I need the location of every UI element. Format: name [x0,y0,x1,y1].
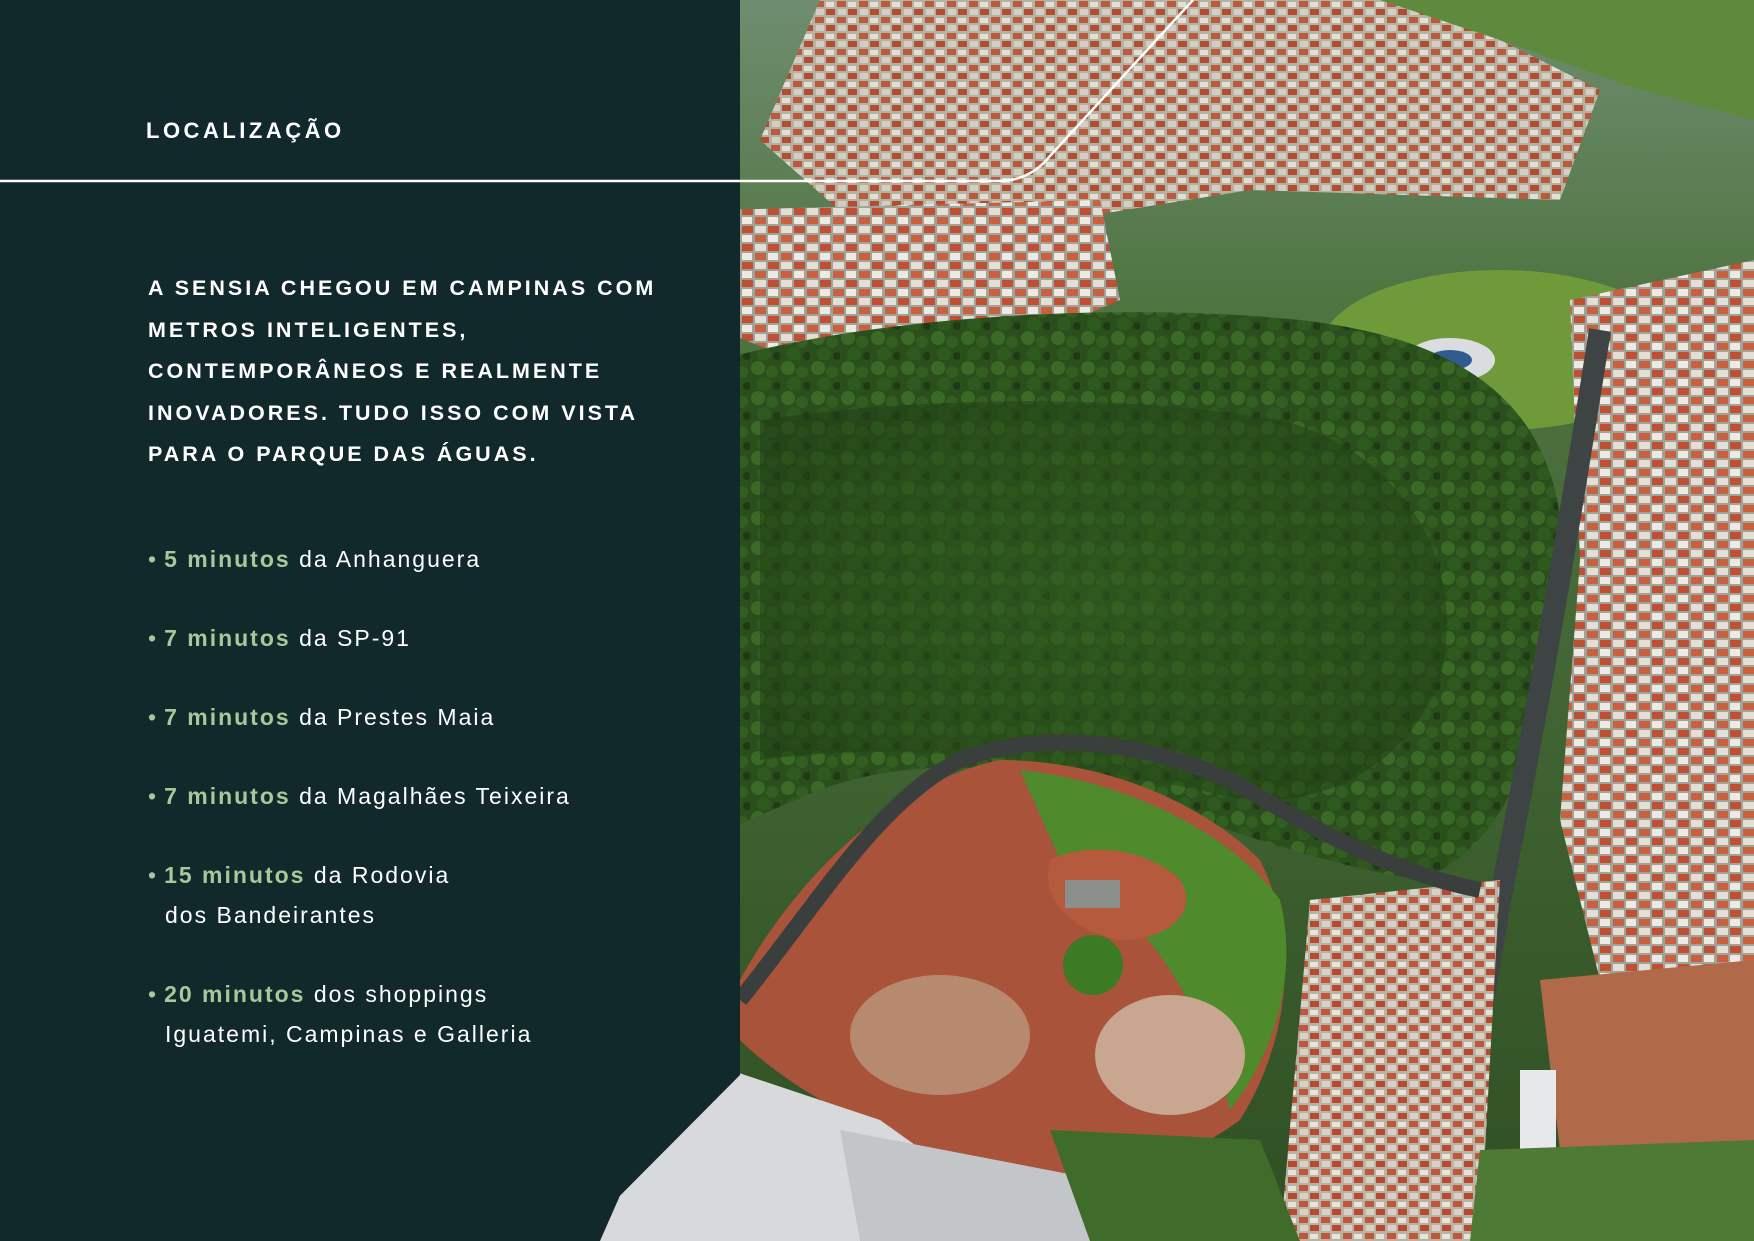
distance-time: 7 minutos [164,625,291,651]
list-item [148,618,708,658]
bullet-dot-icon: • [148,625,159,651]
distance-time: 5 minutos [164,546,291,572]
bullet-dot-icon: • [148,862,159,888]
distance-destination: da SP-91 [299,625,411,651]
distance-destination: da Prestes Maia [299,704,496,730]
bullet-dot-icon: • [148,783,159,809]
list-item [148,697,708,737]
distance-time: 15 minutos [164,862,306,888]
list-item [148,855,708,935]
bullet-dot-icon: • [148,981,159,1007]
distance-destination: dos shoppings [313,981,489,1007]
bullet-dot-icon: • [148,546,159,572]
distance-destination-continued: Iguatemi, Campinas e Galleria [165,1021,533,1047]
list-item [148,776,708,816]
headline-statement: A SENSIA CHEGOU EM CAMPINAS COM METROS INTELIGENTES, CONTEMPORÂNEOS E REALMENTE INOVADORES. TUDO ISSO COM VISTA PARA O PARQUE DAS ÁGUAS. [148,276,657,466]
section-title: LOCALIZAÇÃO [146,118,345,143]
distance-destination: da Rodovia [313,862,451,888]
list-item [148,539,708,579]
list-item [148,974,708,1054]
distance-destination: da Magalhães Teixeira [299,783,571,809]
distance-time: 7 minutos [164,704,291,730]
distance-time: 20 minutos [164,981,306,1007]
distance-time: 7 minutos [164,783,291,809]
bullet-dot-icon: • [148,704,159,730]
distance-destination-continued: dos Bandeirantes [165,902,377,928]
distance-destination: da Anhanguera [299,546,482,572]
distance-list [148,539,708,1093]
